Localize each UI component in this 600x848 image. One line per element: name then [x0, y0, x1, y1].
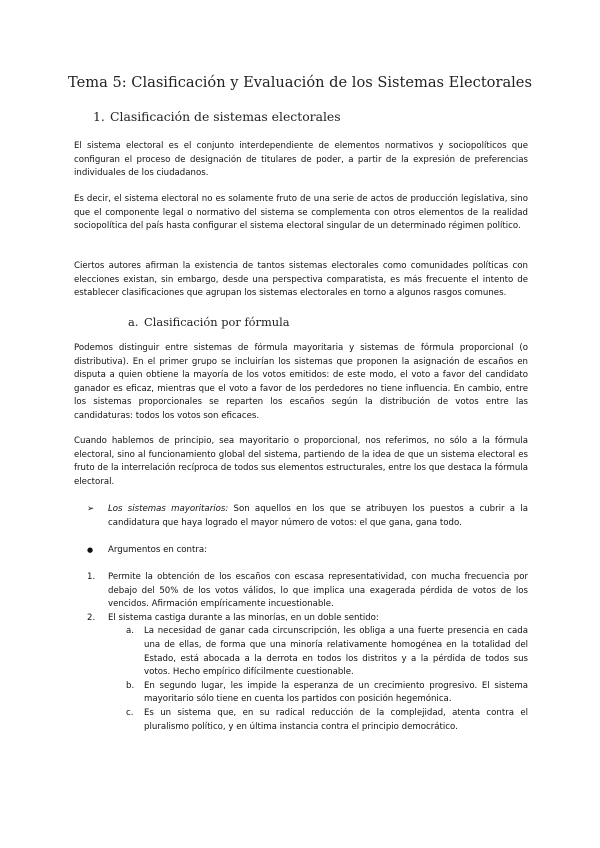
paragraph-es-decir: Es decir, el sistema electoral no es solamente fruto de una serie de actos de producción legislativa, sino que el componente legal o normativo del sistema se complementa con otros elementos de la realidad sociopolítica del país hasta configurar el sistema electoral singular de un determinado régimen político. — [74, 194, 528, 232]
sub-list-item — [108, 625, 528, 679]
paragraph-ciertos-autores: Ciertos autores afirman la existencia de tantos sistemas electorales como comunidades políticas con elecciones existan, sin embargo, desde una perspectiva comparatista, es más frecuente el intento de establecer clasificaciones que agrupan los sistemas electorales en torno a algunos rasgos comunes. — [74, 261, 528, 299]
subsection-title: Clasificación por fórmula — [144, 315, 290, 329]
bullet-term: Los sistemas mayoritarios: — [108, 504, 229, 514]
sub-list-letter: b. — [126, 680, 135, 691]
paragraph-definition: El sistema electoral es el conjunto interdependiente de elementos normativos y sociopolíticos que configuran el proceso de designación de titulares de poder, a partir de la expresión de preferencias individuales de los ciudadanos. — [74, 141, 528, 179]
list-item-text: El sistema castiga durante a las minorías, en un doble sentido: — [108, 612, 379, 623]
sub-list-text: En segundo lugar, les impide la esperanza de un crecimiento progresivo. El sistema mayoritario sólo tiene en cuenta los partidos con posición hegemónica. — [144, 680, 528, 705]
section-number: 1. — [93, 109, 105, 124]
subsection-letter: a. — [128, 315, 139, 329]
sub-list-item — [108, 680, 528, 707]
dot-bullet-item — [74, 544, 528, 558]
sub-list-text: La necesidad de ganar cada circunscripción, les obliga a una fuerte presencia en cada una de ellas, de forma que una minoría relativamente homogénea en la totalidad del Estado, está abocada a la derrota en todos los distritos y a la pérdida de todos sus votos. Hecho empírico difícilmente cuestionable. — [144, 626, 528, 678]
sub-list-letter: a. — [126, 626, 134, 637]
paragraph-principio: Cuando hablemos de principio, sea mayoritario o proporcional, nos referimos, no sólo a la fórmula electoral, sino al funcionamiento global del sistema, partiendo de la idea de que un sistema electoral es fruto de la interrelación recíproca de todos sus elementos estructurales, entre los que destaca la fórmula electoral. — [74, 436, 528, 487]
dot-bullet-icon: ● — [87, 546, 94, 554]
sub-list-letter: c. — [126, 707, 134, 718]
list-number: 2. — [87, 612, 96, 623]
sub-list-item — [108, 707, 528, 734]
document-title: Tema 5: Clasificación y Evaluación de los Sistemas Electorales — [68, 74, 532, 91]
list-item — [74, 612, 528, 626]
bullet-text: Argumentos en contra: — [108, 545, 208, 555]
arrow-bullet-item — [74, 503, 528, 530]
list-item — [74, 571, 528, 612]
numbered-list — [74, 571, 528, 734]
bullet-text: Son aquellos en los que se atribuyen los puestos a cubrir a la candidatura que haya logrado el mayor número de votos: el que gana, gana todo. — [108, 504, 528, 528]
section-heading-1 — [93, 109, 341, 124]
subsection-heading-a — [128, 315, 290, 329]
paragraph-formulas: Podemos distinguir entre sistemas de fórmula mayoritaria y sistemas de fórmula proporcional (o distributiva). En el primer grupo se incluirían los sistemas que proponen la asignación de escaños en disputa a quien obtiene la mayoría de los votos emitidos: de este modo, el voto a favor del candidato ganador es eficaz, mientras que el voto a favor de los perdedores no tiene influencia. En cambio, entre los sistemas proporcionales se reparten los escaños según la distribución de votos entre las candidaturas: todos los votos son eficaces. — [74, 343, 528, 421]
list-number: 1. — [87, 572, 96, 582]
sub-list-text: Es un sistema que, en su radical reducción de la complejidad, atenta contra el pluralismo político, y en última instancia contra el principio democrático. — [144, 707, 528, 732]
section-title: Clasificación de sistemas electorales — [110, 109, 341, 124]
list-item-text: Permite la obtención de los escaños con escasa representatividad, con mucha frecuencia por debajo del 50% de los votos válidos, lo que implica una exagerada pérdida de votos de los vencidos. Afirmación empíricamente incuestionable. — [108, 572, 528, 610]
arrow-bullet-icon: ➢ — [87, 504, 95, 514]
